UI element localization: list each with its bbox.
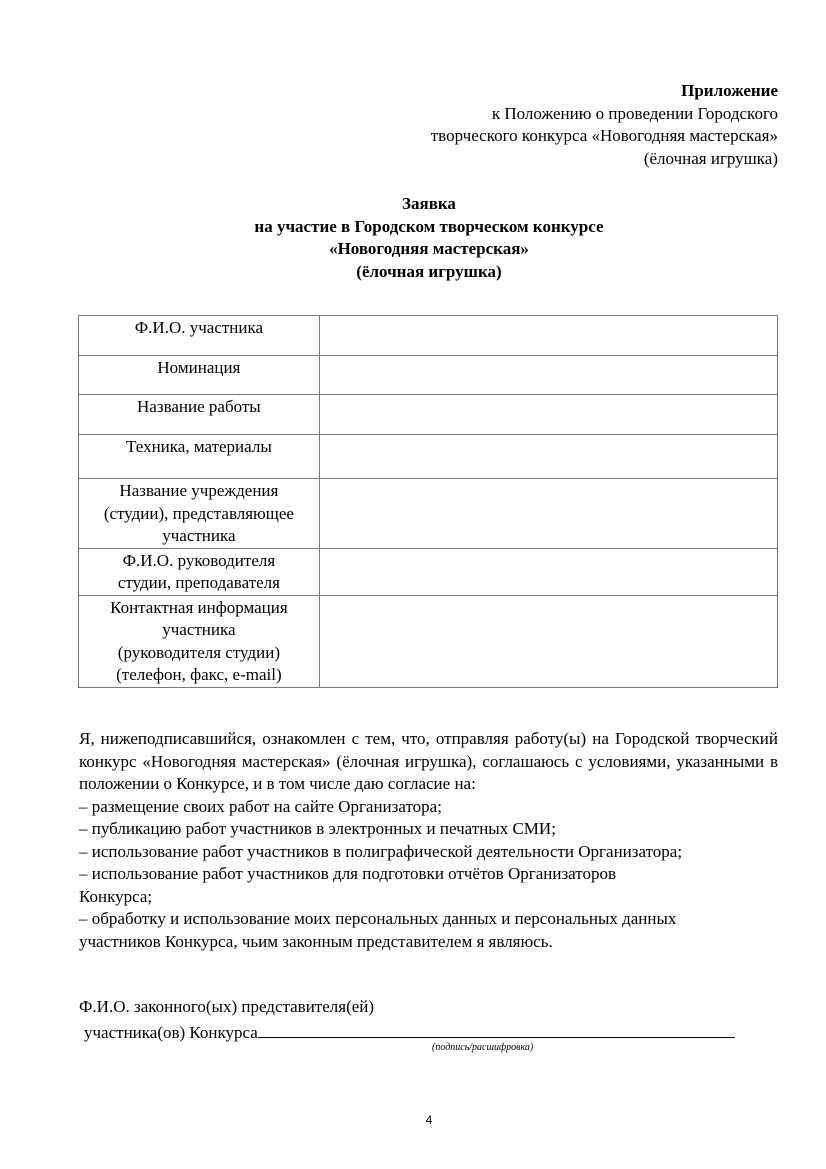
consent-item-line: – использование работ участников для подготовки отчётов Организаторов <box>79 864 616 883</box>
label-text: Ф.И.О. руководителя <box>122 550 276 570</box>
row-label <box>79 395 320 435</box>
title-line: Заявка <box>402 194 456 213</box>
consent-item: – использование работ участников в полиграфической деятельности Организатора; <box>79 841 683 861</box>
signature-label: Ф.И.О. законного(ых) представителя(ей) <box>79 997 375 1016</box>
label-text: (телефон, факс, e-mail) <box>116 665 282 684</box>
consent-item: – размещение своих работ на сайте Организатора; <box>79 796 442 816</box>
table-row <box>79 595 778 687</box>
title-line: (ёлочная игрушка) <box>356 261 502 281</box>
appendix-line: творческого конкурса «Новогодняя мастерская» <box>430 126 778 145</box>
signature-block <box>79 996 735 1044</box>
label-text: студии, преподавателя <box>117 573 280 592</box>
application-form-table <box>78 315 778 688</box>
table-row <box>79 435 778 479</box>
page-number: 4 <box>425 1113 433 1127</box>
consent-section <box>79 728 778 953</box>
label-text: Контактная информация <box>110 597 288 617</box>
technique-materials-field[interactable] <box>319 435 777 479</box>
consent-item-line: участников Конкурса, чьим законным представителем я являюсь. <box>79 931 553 951</box>
table-row <box>79 479 778 549</box>
row-label <box>79 316 320 356</box>
table-row <box>79 316 778 356</box>
appendix-line: к Положению о проведении Городского <box>491 103 778 123</box>
nomination-field[interactable] <box>319 356 777 395</box>
consent-item-line: Конкурса; <box>79 886 153 906</box>
title-line: «Новогодняя мастерская» <box>329 239 529 258</box>
consent-item-line: – обработку и использование моих персональных данных и персональных данных <box>79 909 677 928</box>
participant-name-field[interactable] <box>319 316 777 356</box>
row-label <box>79 479 320 549</box>
table-row <box>79 356 778 395</box>
consent-item <box>79 863 778 908</box>
consent-intro: Я, нижеподписавшийся, ознакомлен с тем, что, отправляя работу(ы) на Городской творческий конкурс «Новогодняя мастерская» (ёлочная игрушка), соглашаюсь с условиями, указанными в положении о Конкурсе, и в том числе даю согласие на: <box>79 729 778 793</box>
signature-label-2: участника(ов) Конкурса <box>84 1022 258 1042</box>
consent-item <box>79 908 778 953</box>
row-label <box>79 356 320 395</box>
appendix-line: (ёлочная игрушка) <box>643 148 778 168</box>
label-text: Название учреждения <box>119 481 279 500</box>
label-text: Название работы <box>137 397 261 416</box>
supervisor-name-field[interactable] <box>319 548 777 595</box>
appendix-heading: Приложение <box>681 81 778 100</box>
signature-row <box>79 1019 735 1045</box>
label-text: Номинация <box>157 358 241 377</box>
label-text: (студии), представляющее <box>103 503 294 523</box>
row-label <box>79 435 320 479</box>
row-label <box>79 548 320 595</box>
contact-info-field[interactable] <box>319 595 777 687</box>
appendix-header <box>431 80 778 170</box>
table-row <box>79 395 778 435</box>
label-text: (руководителя студии) <box>117 642 280 662</box>
label-text: Техника, материалы <box>126 437 272 456</box>
label-text: участника <box>162 526 236 545</box>
table-row <box>79 548 778 595</box>
label-text: Ф.И.О. участника <box>134 318 264 337</box>
row-label <box>79 595 320 687</box>
work-title-field[interactable] <box>319 395 777 435</box>
document-title <box>0 193 826 283</box>
consent-item: – публикацию работ участников в электронных и печатных СМИ; <box>79 819 556 838</box>
signature-line[interactable] <box>258 1019 735 1038</box>
institution-name-field[interactable] <box>319 479 777 549</box>
label-text: участника <box>162 620 236 639</box>
title-line: на участие в Городском творческом конкурсе <box>254 216 604 236</box>
signature-caption: (подпись/расшифровка) <box>432 1042 534 1053</box>
